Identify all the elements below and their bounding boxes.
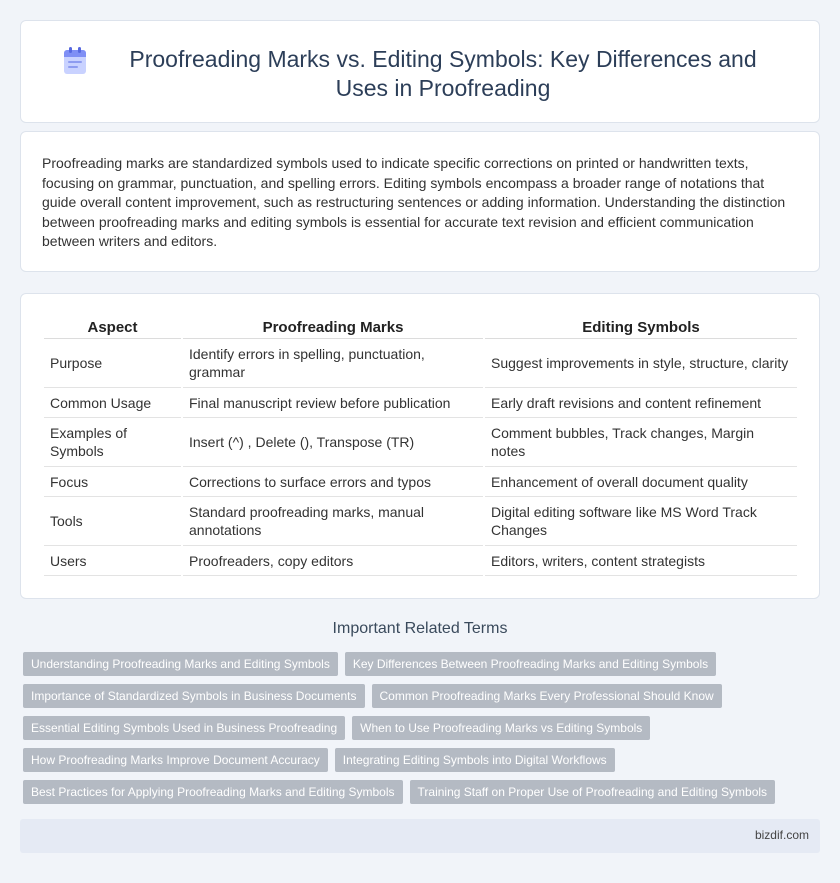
table-cell: Focus [44, 467, 181, 497]
table-cell: Examples of Symbols [44, 418, 181, 467]
table-cell: Digital editing software like MS Word Track Changes [485, 497, 797, 546]
related-term-tag[interactable]: Training Staff on Proper Use of Proofreading and Editing Symbols [410, 780, 776, 804]
related-terms-heading: Important Related Terms [332, 620, 508, 637]
comparison-card [20, 293, 820, 599]
table-cell: Corrections to surface errors and typos [183, 467, 483, 497]
related-term-tag[interactable]: Integrating Editing Symbols into Digital Workflows [335, 748, 615, 772]
table-row [44, 546, 797, 576]
intro-card [20, 131, 820, 272]
column-header: Proofreading Marks [183, 316, 483, 339]
table-cell: Common Usage [44, 388, 181, 418]
table-cell: Enhancement of overall document quality [485, 467, 797, 497]
related-term-tag[interactable]: Essential Editing Symbols Used in Business Proofreading [23, 716, 345, 740]
related-term-tag[interactable]: Key Differences Between Proofreading Marks and Editing Symbols [345, 652, 716, 676]
table-row [44, 497, 797, 546]
table-cell: Tools [44, 497, 181, 546]
column-header: Aspect [44, 316, 181, 339]
table-cell: Identify errors in spelling, punctuation, grammar [183, 339, 483, 388]
table-row [44, 467, 797, 497]
related-term-tag[interactable]: Importance of Standardized Symbols in Business Documents [23, 684, 365, 708]
table-cell: Suggest improvements in style, structure, clarity [485, 339, 797, 388]
table-row [44, 339, 797, 388]
related-term-tag[interactable]: When to Use Proofreading Marks vs Editing Symbols [352, 716, 650, 740]
table-cell: Final manuscript review before publication [183, 388, 483, 418]
table-cell: Users [44, 546, 181, 576]
table-cell: Purpose [44, 339, 181, 388]
related-term-tag[interactable]: Common Proofreading Marks Every Professional Should Know [372, 684, 722, 708]
title-card [20, 20, 820, 123]
related-term-tag[interactable]: Understanding Proofreading Marks and Editing Symbols [23, 652, 338, 676]
table-cell: Comment bubbles, Track changes, Margin notes [485, 418, 797, 467]
footer-site-link[interactable]: bizdif.com [754, 828, 809, 842]
related-terms-list [23, 652, 823, 804]
intro-paragraph: Proofreading marks are standardized symbols used to indicate specific corrections on printed or handwritten texts, focusing on grammar, punctuation, and spelling errors. Editing symbols encompass a broader range of notations that guide overall content improvement, such as restructuring sentences or adding information. Understanding the distinction between proofreading marks and editing symbols is essential for accurate text revision and efficient communication between writers and editors. [42, 155, 786, 249]
table-cell: Standard proofreading marks, manual annotations [183, 497, 483, 546]
comparison-table [42, 316, 799, 576]
related-term-tag[interactable]: How Proofreading Marks Improve Document Accuracy [23, 748, 328, 772]
related-term-tag[interactable]: Best Practices for Applying Proofreading Marks and Editing Symbols [23, 780, 403, 804]
table-cell: Proofreaders, copy editors [183, 546, 483, 576]
table-header-row [44, 316, 797, 339]
page-title: Proofreading Marks vs. Editing Symbols: Key Differences and Uses in Proofreading [129, 46, 757, 101]
column-header: Editing Symbols [485, 316, 797, 339]
table-row [44, 388, 797, 418]
table-row [44, 418, 797, 467]
document-icon [62, 47, 88, 75]
table-cell: Early draft revisions and content refinement [485, 388, 797, 418]
table-cell: Insert (^) , Delete (), Transpose (TR) [183, 418, 483, 467]
table-cell: Editors, writers, content strategists [485, 546, 797, 576]
footer [20, 819, 820, 853]
